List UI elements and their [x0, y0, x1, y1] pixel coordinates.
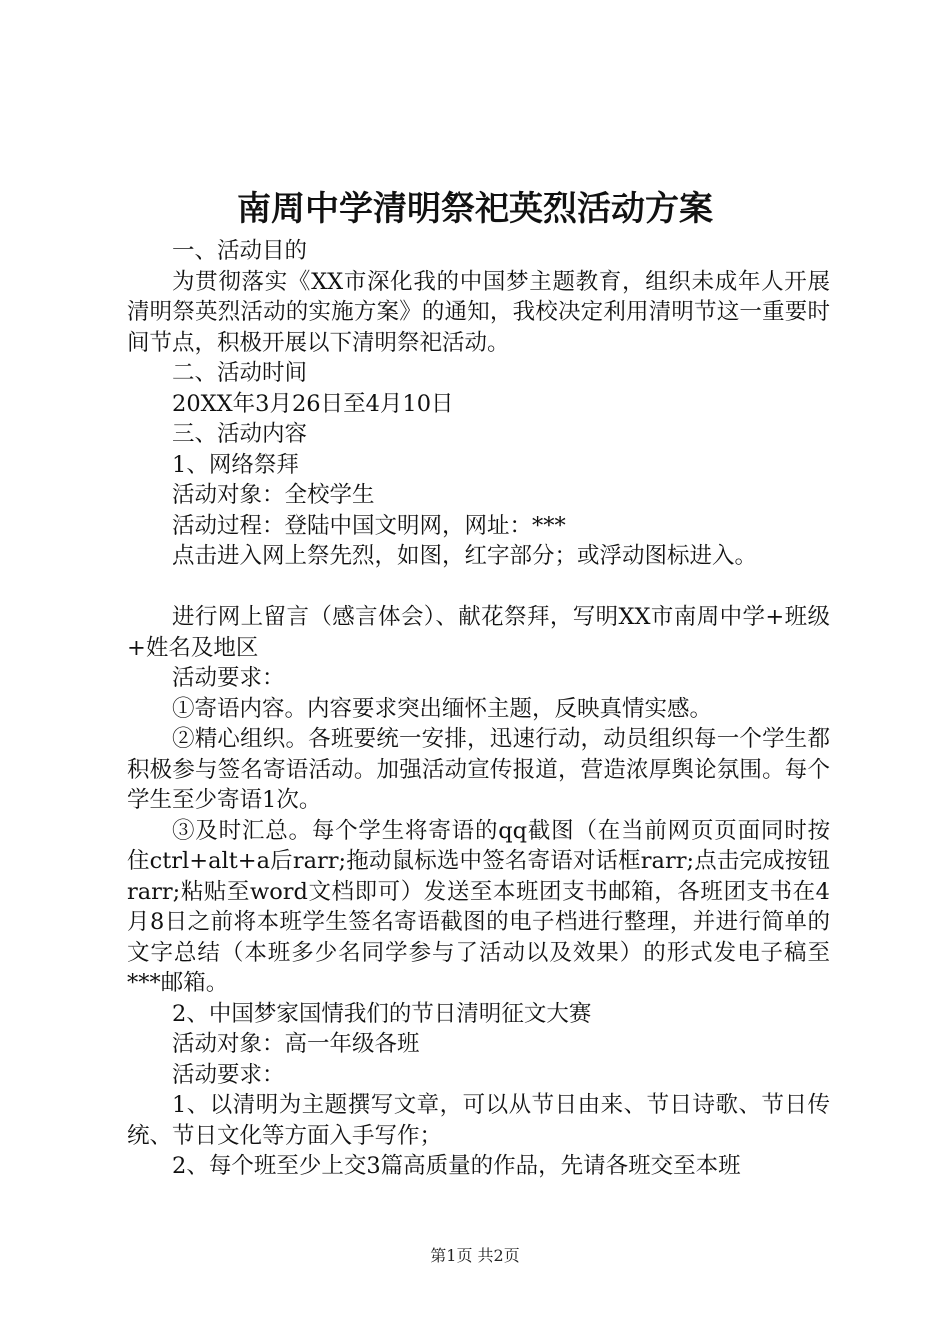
image-placeholder-gap	[127, 572, 830, 603]
paragraph-process: 活动过程：登陆中国文明网，网址：***	[172, 512, 566, 539]
paragraph-purpose: 为贯彻落实《XX市深化我的中国梦主题教育，组织未成年人开展清明祭英烈活动的实施方案》的通知，我校决定利用清明节这一重要时间节点，积极开展以下清明祭祀活动。	[127, 268, 830, 356]
paragraph-message: 进行网上留言（感言体会）、献花祭拜，写明XX市南周中学+班级+姓名及地区	[127, 604, 830, 661]
subheading-online-worship: 1、网络祭拜	[172, 451, 299, 478]
heading-purpose: 一、活动目的	[172, 238, 308, 264]
paragraph-participants: 活动对象：全校学生	[172, 482, 375, 508]
page-footer: 第1页 共2页	[430, 1246, 520, 1265]
paragraph-essay-participants: 活动对象：高一年级各班	[172, 1031, 420, 1057]
paragraph-essay-requirements-label: 活动要求：	[172, 1061, 285, 1088]
paragraph-requirement-1: ①寄语内容。内容要求突出缅怀主题，反映真情实感。	[172, 695, 713, 722]
heading-content: 三、活动内容	[172, 421, 308, 447]
paragraph-essay-requirement-2: 2、每个班至少上交3篇高质量的作品，先请各班交至本班	[172, 1153, 741, 1179]
subheading-essay-contest: 2、中国梦家国情我们的节日清明征文大赛	[172, 1000, 592, 1027]
paragraph-click-instruction: 点击进入网上祭先烈，如图，红字部分；或浮动图标进入。	[172, 543, 758, 569]
paragraph-essay-requirement-1: 1、以清明为主题撰写文章，可以从节日由来、节日诗歌、节日传统、节日文化等方面入手写作；	[127, 1092, 830, 1149]
paragraph-requirements-label: 活动要求：	[172, 665, 285, 691]
document-body	[127, 236, 830, 1182]
paragraph-requirement-2: ②精心组织。各班要统一安排，迅速行动，动员组织每一个学生都积极参与签名寄语活动。加强活动宣传报道，营造浓厚舆论氛围。每个学生至少寄语1次。	[127, 726, 830, 813]
paragraph-requirement-3: ③及时汇总。每个学生将寄语的qq截图（在当前网页页面同时按住ctrl+alt+a后rarr;拖动鼠标选中签名寄语对话框rarr;点击完成按钮rarr;粘贴至word文档即可）发送至本班团支书邮箱，各班团支书在4月8日之前将本班学生签名寄语截图的电子档进行整理，并进行简单的文字总结（本班多少名同学参与了活动以及效果）的形式发电子稿至***邮箱。	[127, 817, 830, 996]
document-title: 南周中学清明祭祀英烈活动方案	[237, 189, 713, 229]
paragraph-time: 20XX年3月26日至4月10日	[172, 390, 454, 417]
heading-time: 二、活动时间	[172, 360, 308, 386]
